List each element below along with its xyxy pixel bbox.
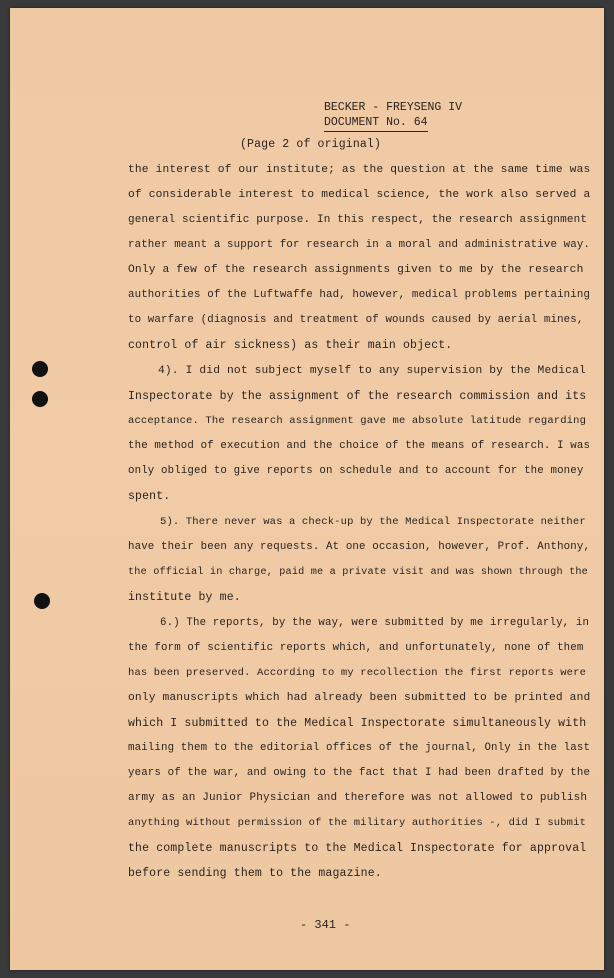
text-line: Inspectorate by the assignment of the research commission and its: [128, 390, 587, 403]
text-line: spent.: [128, 490, 171, 503]
text-line: the complete manuscripts to the Medical Inspectorate for approval: [128, 842, 587, 855]
document-page: [10, 8, 604, 970]
text-line: to warfare (diagnosis and treatment of wounds caused by aerial mines,: [128, 314, 584, 326]
text-line: of considerable interest to medical science, the work also served a: [128, 189, 591, 201]
text-line: the official in charge, paid me a private visit and was shown through the: [128, 566, 588, 578]
text-line: have their been any requests. At one occasion, however, Prof. Anthony,: [128, 541, 591, 553]
text-line: acceptance. The research assignment gave me absolute latitude regarding: [128, 415, 587, 427]
text-line: rather meant a support for research in a moral and administrative way.: [128, 239, 591, 251]
punch-hole: [34, 593, 50, 609]
header-document-number: DOCUMENT No. 64: [324, 115, 428, 132]
text-line: authorities of the Luftwaffe had, however, medical problems pertaining: [128, 289, 591, 301]
text-line: anything without permission of the military authorities -, did I submit: [128, 817, 587, 829]
page-number: - 341 -: [300, 918, 351, 932]
text-line: 6.) The reports, by the way, were submitted by me irregularly, in: [160, 617, 590, 629]
text-line: control of air sickness) as their main object.: [128, 339, 453, 352]
header-case: BECKER - FREYSENG IV: [324, 101, 463, 114]
text-line: Only a few of the research assignments given to me by the research: [128, 264, 584, 276]
text-line: mailing them to the editorial offices of the journal, Only in the last: [128, 742, 591, 754]
punch-hole: [32, 361, 48, 377]
text-line: 4). I did not subject myself to any supervision by the Medical: [158, 365, 586, 377]
document-header: [324, 100, 462, 132]
text-line: only obliged to give reports on schedule and to account for the money: [128, 465, 584, 477]
text-line: only manuscripts which had already been submitted to be printed and: [128, 692, 591, 704]
text-line: the interest of our institute; as the question at the same time was: [128, 164, 591, 176]
text-line: 5). There never was a check-up by the Medical Inspectorate neither: [160, 516, 586, 528]
text-line: general scientific purpose. In this respect, the research assignment: [128, 214, 588, 226]
text-line: the form of scientific reports which, and unfortunately, none of them: [128, 642, 584, 654]
punch-hole: [32, 391, 48, 407]
text-line: years of the war, and owing to the fact that I had been drafted by the: [128, 767, 591, 779]
text-line: before sending them to the magazine.: [128, 867, 382, 880]
text-line: which I submitted to the Medical Inspectorate simultaneously with: [128, 717, 587, 730]
text-line: army as an Junior Physician and therefore was not allowed to publish: [128, 792, 588, 804]
text-line: institute by me.: [128, 591, 241, 604]
text-line: has been preserved. According to my recollection the first reports were: [128, 667, 587, 679]
text-line: the method of execution and the choice of the means of research. I was: [128, 440, 591, 452]
page-subtitle: (Page 2 of original): [240, 138, 382, 151]
